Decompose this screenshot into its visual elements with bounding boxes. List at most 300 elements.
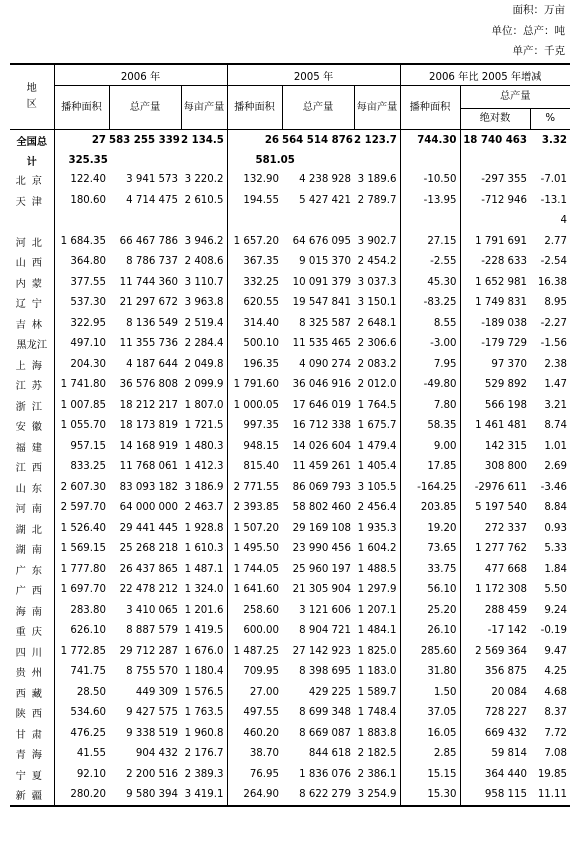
region-name: 山东 bbox=[10, 477, 54, 498]
cell: 3 941 573 bbox=[126, 174, 178, 186]
table-row bbox=[10, 170, 570, 191]
cell: 59 814 bbox=[491, 748, 527, 760]
cell: 11.11 bbox=[530, 785, 570, 807]
cell: 9.47 bbox=[544, 645, 567, 657]
region-name: 青海 bbox=[10, 744, 54, 765]
cell: 1 055.70 bbox=[60, 420, 106, 432]
cell: 8.84 bbox=[544, 502, 567, 514]
cell: 1.50 bbox=[400, 682, 460, 703]
region-name: 新疆 bbox=[10, 785, 54, 807]
cell: 1 461 481 bbox=[475, 420, 527, 432]
cell: 2 389.3 bbox=[181, 764, 227, 785]
cell: 1 297.9 bbox=[354, 580, 400, 601]
cell: 8.37 bbox=[544, 707, 567, 719]
cell: 1 487.1 bbox=[181, 559, 227, 580]
cell: 58 802 460 bbox=[292, 502, 351, 514]
cell: 1 807.0 bbox=[181, 395, 227, 416]
cell: 1 589.7 bbox=[354, 682, 400, 703]
empty-cell bbox=[460, 151, 530, 170]
cell: 1.01 bbox=[544, 440, 567, 452]
empty-cell bbox=[354, 211, 400, 232]
region-name: 西藏 bbox=[10, 682, 54, 703]
cell: 2 607.30 bbox=[60, 481, 106, 493]
empty-cell bbox=[227, 211, 282, 232]
region-name: 浙江 bbox=[10, 395, 54, 416]
cell: 19.85 bbox=[537, 768, 567, 780]
cell: 3 105.5 bbox=[354, 477, 400, 498]
cell: 27 142 923 bbox=[292, 645, 351, 657]
cell: 4.68 bbox=[544, 686, 567, 698]
cell: 1 201.6 bbox=[181, 600, 227, 621]
table-row bbox=[10, 395, 570, 416]
cell: 7.72 bbox=[544, 727, 567, 739]
cell: -13.95 bbox=[400, 190, 460, 211]
empty-cell bbox=[460, 211, 530, 232]
cell: 8.55 bbox=[400, 313, 460, 334]
region-name: 湖北 bbox=[10, 518, 54, 539]
cell: 958 115 bbox=[460, 785, 530, 807]
cell: 4.25 bbox=[544, 666, 567, 678]
table-row bbox=[10, 764, 570, 785]
cell: 20 084 bbox=[491, 686, 527, 698]
cell: 28.50 bbox=[76, 686, 106, 698]
cell: 2 789.7 bbox=[354, 190, 400, 211]
cell: 537.30 bbox=[70, 297, 106, 309]
cell: 1 825.0 bbox=[354, 641, 400, 662]
cell: 1 652 981 bbox=[475, 276, 527, 288]
unit-output: 单位：总产：吨 bbox=[491, 24, 565, 37]
cell: 1 676.0 bbox=[181, 641, 227, 662]
cell: 1 675.7 bbox=[354, 416, 400, 437]
cell: 364.80 bbox=[70, 256, 106, 268]
empty-cell bbox=[54, 211, 109, 232]
empty-cell bbox=[530, 151, 570, 170]
unit-notes bbox=[365, 0, 565, 62]
cell: -7.01 bbox=[540, 174, 567, 186]
header-output-diff: 总产量 bbox=[460, 86, 570, 109]
cell: 2 569 364 bbox=[475, 645, 527, 657]
cell: 2 099.9 bbox=[181, 375, 227, 396]
header-2006: 2006 年 bbox=[54, 64, 227, 86]
cell: 2 463.7 bbox=[181, 498, 227, 519]
cell: -83.25 bbox=[400, 293, 460, 314]
header-area-2005: 播种面积 bbox=[227, 86, 282, 130]
table-row bbox=[10, 703, 570, 724]
cell: 76.95 bbox=[249, 768, 279, 780]
cell: 8 887 579 bbox=[126, 625, 178, 637]
cell: 7.95 bbox=[400, 354, 460, 375]
region-name: 海南 bbox=[10, 600, 54, 621]
cell: 8 904 721 bbox=[299, 625, 351, 637]
cell: 14 168 919 bbox=[119, 440, 178, 452]
cell: 1 480.3 bbox=[181, 436, 227, 457]
cell: 1 405.4 bbox=[354, 457, 400, 478]
cell: 1 684.35 bbox=[60, 235, 106, 247]
cell: 1 777.80 bbox=[60, 563, 106, 575]
cell: 41.55 bbox=[76, 748, 106, 760]
cell: 27.00 bbox=[249, 686, 279, 698]
cell: -189 038 bbox=[481, 317, 527, 329]
cell: 2 123.7 bbox=[354, 130, 400, 151]
cell: 21 305 904 bbox=[292, 584, 351, 596]
cell: 1 836 076 bbox=[299, 768, 351, 780]
cell: 204.30 bbox=[70, 358, 106, 370]
cell: 14 026 604 bbox=[292, 440, 351, 452]
cell: -3.46 bbox=[540, 481, 567, 493]
cell: 477 668 bbox=[484, 563, 527, 575]
cell: -164.25 bbox=[400, 477, 460, 498]
cell: 19.20 bbox=[400, 518, 460, 539]
cell: 2 597.70 bbox=[60, 502, 106, 514]
cell: 669 432 bbox=[484, 727, 527, 739]
table-row bbox=[10, 559, 570, 580]
cell: 0.93 bbox=[544, 522, 567, 534]
table-row-wrap bbox=[10, 211, 570, 232]
cell: 626.10 bbox=[70, 625, 106, 637]
cell: 5 197 540 bbox=[475, 502, 527, 514]
cell: -10.50 bbox=[400, 170, 460, 191]
cell: -13.1 bbox=[540, 194, 567, 206]
cell: 1 883.8 bbox=[354, 723, 400, 744]
cell: 833.25 bbox=[70, 461, 106, 473]
cell: 8 699 348 bbox=[299, 707, 351, 719]
cell: 322.95 bbox=[70, 317, 106, 329]
cell: 5 427 421 bbox=[299, 194, 351, 206]
cell: 1 495.50 bbox=[233, 543, 279, 555]
cell: 1 576.5 bbox=[181, 682, 227, 703]
cell: 476.25 bbox=[70, 727, 106, 739]
table-row bbox=[10, 334, 570, 355]
cell: 2 176.7 bbox=[181, 744, 227, 765]
cell: -49.80 bbox=[400, 375, 460, 396]
cell: 38.70 bbox=[249, 748, 279, 760]
cell: 27.15 bbox=[400, 231, 460, 252]
cell: 9 427 575 bbox=[126, 707, 178, 719]
cell: 11 459 261 bbox=[292, 461, 351, 473]
cell: 1 207.1 bbox=[354, 600, 400, 621]
cell: 1 488.5 bbox=[354, 559, 400, 580]
cell: 3 946.2 bbox=[181, 231, 227, 252]
cell: 2 049.8 bbox=[181, 354, 227, 375]
cell: 22 478 212 bbox=[119, 584, 178, 596]
cell: 308 800 bbox=[484, 461, 527, 473]
cell: 19 547 841 bbox=[292, 297, 351, 309]
cell: 285.60 bbox=[400, 641, 460, 662]
cell: 92.10 bbox=[76, 768, 106, 780]
cell: 957.15 bbox=[70, 440, 106, 452]
table-row bbox=[10, 785, 570, 807]
empty-cell bbox=[109, 211, 181, 232]
cell: 4 187 644 bbox=[126, 358, 178, 370]
region-name: 广东 bbox=[10, 559, 54, 580]
cell: 31.80 bbox=[400, 662, 460, 683]
cell: 9.24 bbox=[544, 604, 567, 616]
cell: 37.05 bbox=[400, 703, 460, 724]
cell: 1 484.1 bbox=[354, 621, 400, 642]
cell: 744.30 bbox=[400, 130, 460, 151]
cell: 1 748.4 bbox=[354, 703, 400, 724]
table-row bbox=[10, 231, 570, 252]
header-output-2005: 总产量 bbox=[282, 86, 354, 130]
cell: 2 408.6 bbox=[181, 252, 227, 273]
cell: 56.10 bbox=[400, 580, 460, 601]
cell: 83 093 182 bbox=[119, 481, 178, 493]
cell: 1 007.85 bbox=[60, 399, 106, 411]
cell: 3.32 bbox=[541, 134, 567, 146]
cell: 1 183.0 bbox=[354, 662, 400, 683]
cell: 620.55 bbox=[243, 297, 279, 309]
region-name: 河北 bbox=[10, 231, 54, 252]
cell: 8.74 bbox=[544, 420, 567, 432]
cell: 25.20 bbox=[400, 600, 460, 621]
cell: 497.55 bbox=[243, 707, 279, 719]
table-row bbox=[10, 354, 570, 375]
cell: 18 212 217 bbox=[119, 399, 178, 411]
table-row bbox=[10, 621, 570, 642]
cell: 9 015 370 bbox=[299, 256, 351, 268]
cell: 1 741.80 bbox=[60, 379, 106, 391]
table-row bbox=[10, 682, 570, 703]
cell: 904 432 bbox=[135, 748, 178, 760]
cell: 332.25 bbox=[243, 276, 279, 288]
cell: 8 622 279 bbox=[282, 785, 354, 807]
cell: 844 618 bbox=[308, 748, 351, 760]
cell: 1 657.20 bbox=[233, 235, 279, 247]
cell: 600.00 bbox=[243, 625, 279, 637]
empty-cell bbox=[400, 151, 460, 170]
cell: 581.05 bbox=[255, 154, 295, 166]
cell: 2.38 bbox=[544, 358, 567, 370]
cell: 23 990 456 bbox=[292, 543, 351, 555]
region-name: 江苏 bbox=[10, 375, 54, 396]
cell: 1.84 bbox=[544, 563, 567, 575]
cell: 5.33 bbox=[544, 543, 567, 555]
cell: 500.10 bbox=[243, 338, 279, 350]
cell: -3.00 bbox=[400, 334, 460, 355]
cell: 1 479.4 bbox=[354, 436, 400, 457]
cell: 2.77 bbox=[544, 235, 567, 247]
cell: -0.19 bbox=[540, 625, 567, 637]
cell: 1 604.2 bbox=[354, 539, 400, 560]
cell: -228 633 bbox=[481, 256, 527, 268]
cell: 3 254.9 bbox=[354, 785, 400, 807]
region-name: 黑龙江 bbox=[10, 334, 54, 355]
cell: 534.60 bbox=[70, 707, 106, 719]
cell: 1 569.15 bbox=[60, 543, 106, 555]
cell: 1 772.85 bbox=[60, 645, 106, 657]
cell: 17 646 019 bbox=[292, 399, 351, 411]
cell: -2.55 bbox=[400, 252, 460, 273]
cell: 1 935.3 bbox=[354, 518, 400, 539]
cell: 2 284.4 bbox=[181, 334, 227, 355]
header-output-2006: 总产量 bbox=[109, 86, 181, 130]
table-row bbox=[10, 600, 570, 621]
empty-cell bbox=[10, 211, 54, 232]
cell: 3 220.2 bbox=[181, 170, 227, 191]
cell: 97 370 bbox=[491, 358, 527, 370]
statistics-table bbox=[10, 63, 570, 807]
table-row bbox=[10, 723, 570, 744]
cell: -1.56 bbox=[540, 338, 567, 350]
cell: 2 456.4 bbox=[354, 498, 400, 519]
region-name: 江西 bbox=[10, 457, 54, 478]
cell: 2 648.1 bbox=[354, 313, 400, 334]
cell: 1 791.60 bbox=[233, 379, 279, 391]
cell: 3.21 bbox=[544, 399, 567, 411]
cell: 11 744 360 bbox=[119, 276, 178, 288]
header-area-diff: 播种面积 bbox=[400, 86, 460, 130]
cell: 1 791 691 bbox=[475, 235, 527, 247]
cell: 4 238 928 bbox=[299, 174, 351, 186]
cell: 29 441 445 bbox=[119, 522, 178, 534]
cell: 583 255 339 bbox=[109, 134, 180, 146]
cell: 8.95 bbox=[544, 297, 567, 309]
cell: 18 173 819 bbox=[119, 420, 178, 432]
cell: 16 712 338 bbox=[292, 420, 351, 432]
cell: 1 277 762 bbox=[475, 543, 527, 555]
cell: -2.27 bbox=[540, 317, 567, 329]
cell: 3 121 606 bbox=[299, 604, 351, 616]
cell: 1 324.0 bbox=[181, 580, 227, 601]
cell: 1 641.60 bbox=[233, 584, 279, 596]
table-row bbox=[10, 477, 570, 498]
cell: 364 440 bbox=[484, 768, 527, 780]
cell: 26 bbox=[264, 134, 279, 146]
cell: 2 393.85 bbox=[233, 502, 279, 514]
cell: 180.60 bbox=[70, 194, 106, 206]
total-label: 全国总 bbox=[10, 130, 54, 151]
region-name: 宁夏 bbox=[10, 764, 54, 785]
cell: 564 514 876 bbox=[282, 134, 353, 146]
cell: 3 419.1 bbox=[181, 785, 227, 807]
cell: 8 325 587 bbox=[299, 317, 351, 329]
table-row bbox=[10, 436, 570, 457]
cell: 1 744.05 bbox=[233, 563, 279, 575]
cell: 356 875 bbox=[484, 666, 527, 678]
header-2005: 2005 年 bbox=[227, 64, 400, 86]
region-name: 辽宁 bbox=[10, 293, 54, 314]
empty-cell bbox=[282, 211, 354, 232]
cell: 283.80 bbox=[70, 604, 106, 616]
cell: 1 721.5 bbox=[181, 416, 227, 437]
cell: 2 182.5 bbox=[354, 744, 400, 765]
region-name: 广西 bbox=[10, 580, 54, 601]
cell: 8 136 549 bbox=[126, 317, 178, 329]
cell: 3 189.6 bbox=[354, 170, 400, 191]
cell: 194.55 bbox=[243, 194, 279, 206]
cell: 3 410 065 bbox=[126, 604, 178, 616]
empty-cell bbox=[400, 211, 460, 232]
empty-cell bbox=[181, 211, 227, 232]
cell: 460.20 bbox=[243, 727, 279, 739]
cell: 16.38 bbox=[537, 276, 567, 288]
cell: -2976 611 bbox=[474, 481, 527, 493]
cell: 3 150.1 bbox=[354, 293, 400, 314]
table-row bbox=[10, 375, 570, 396]
region-name: 湖南 bbox=[10, 539, 54, 560]
cell: 15.30 bbox=[400, 785, 460, 807]
table-row bbox=[10, 662, 570, 683]
cell: 1 610.3 bbox=[181, 539, 227, 560]
empty-cell bbox=[354, 151, 400, 170]
cell: 73.65 bbox=[400, 539, 460, 560]
cell: 4 090 274 bbox=[299, 358, 351, 370]
cell: 280.20 bbox=[54, 785, 109, 807]
cell: 367.35 bbox=[243, 256, 279, 268]
cell: -17 142 bbox=[487, 625, 527, 637]
cell: 1 412.3 bbox=[181, 457, 227, 478]
cell: 132.90 bbox=[243, 174, 279, 186]
cell: -179 729 bbox=[481, 338, 527, 350]
cell: 497.10 bbox=[70, 338, 106, 350]
cell: 1 487.25 bbox=[233, 645, 279, 657]
cell: 3 186.9 bbox=[181, 477, 227, 498]
cell: 815.40 bbox=[243, 461, 279, 473]
cell: 64 000 000 bbox=[119, 502, 178, 514]
cell: 264.90 bbox=[227, 785, 282, 807]
cell: 2 519.4 bbox=[181, 313, 227, 334]
cell: 1.47 bbox=[544, 379, 567, 391]
cell: -712 946 bbox=[481, 194, 527, 206]
cell: 4 714 475 bbox=[126, 194, 178, 206]
cell: 741.75 bbox=[70, 666, 106, 678]
header-area-2006: 播种面积 bbox=[54, 86, 109, 130]
header-absolute: 绝对数 bbox=[460, 109, 530, 130]
cell: 2 306.6 bbox=[354, 334, 400, 355]
cell: 1 000.05 bbox=[233, 399, 279, 411]
region-name: 甘肃 bbox=[10, 723, 54, 744]
region-name: 安徽 bbox=[10, 416, 54, 437]
cell: 11 355 736 bbox=[119, 338, 178, 350]
table-row bbox=[10, 313, 570, 334]
cell: 1 507.20 bbox=[233, 522, 279, 534]
cell: 709.95 bbox=[243, 666, 279, 678]
cell: 429 225 bbox=[308, 686, 351, 698]
region-name: 北京 bbox=[10, 170, 54, 191]
cell: 2.85 bbox=[400, 744, 460, 765]
cell: 36 046 916 bbox=[292, 379, 351, 391]
cell: 9 338 519 bbox=[126, 727, 178, 739]
table-row bbox=[10, 580, 570, 601]
cell: 1 763.5 bbox=[181, 703, 227, 724]
table-row bbox=[10, 190, 570, 211]
cell: 18 740 463 bbox=[463, 134, 527, 146]
cell: 36 576 808 bbox=[119, 379, 178, 391]
region-name: 吉林 bbox=[10, 313, 54, 334]
cell: 8 786 737 bbox=[126, 256, 178, 268]
table-row bbox=[10, 457, 570, 478]
cell: 9 580 394 bbox=[109, 785, 181, 807]
header-yield-2006: 每亩产量 bbox=[181, 86, 227, 130]
cell: 3 110.7 bbox=[181, 272, 227, 293]
cell: 86 069 793 bbox=[292, 481, 351, 493]
table-body bbox=[10, 130, 570, 807]
cell: 203.85 bbox=[400, 498, 460, 519]
cell: 2 012.0 bbox=[354, 375, 400, 396]
cell: 3 963.8 bbox=[181, 293, 227, 314]
cell: 10 091 379 bbox=[292, 276, 351, 288]
cell: -297 355 bbox=[481, 174, 527, 186]
cell: 26.10 bbox=[400, 621, 460, 642]
cell: 11 768 061 bbox=[119, 461, 178, 473]
cell: -2.54 bbox=[540, 256, 567, 268]
table-row bbox=[10, 518, 570, 539]
cell: 258.60 bbox=[243, 604, 279, 616]
cell: 7.08 bbox=[544, 748, 567, 760]
total-row-continued bbox=[10, 151, 570, 170]
header-yield-2005: 每亩产量 bbox=[354, 86, 400, 130]
cell: 1 960.8 bbox=[181, 723, 227, 744]
